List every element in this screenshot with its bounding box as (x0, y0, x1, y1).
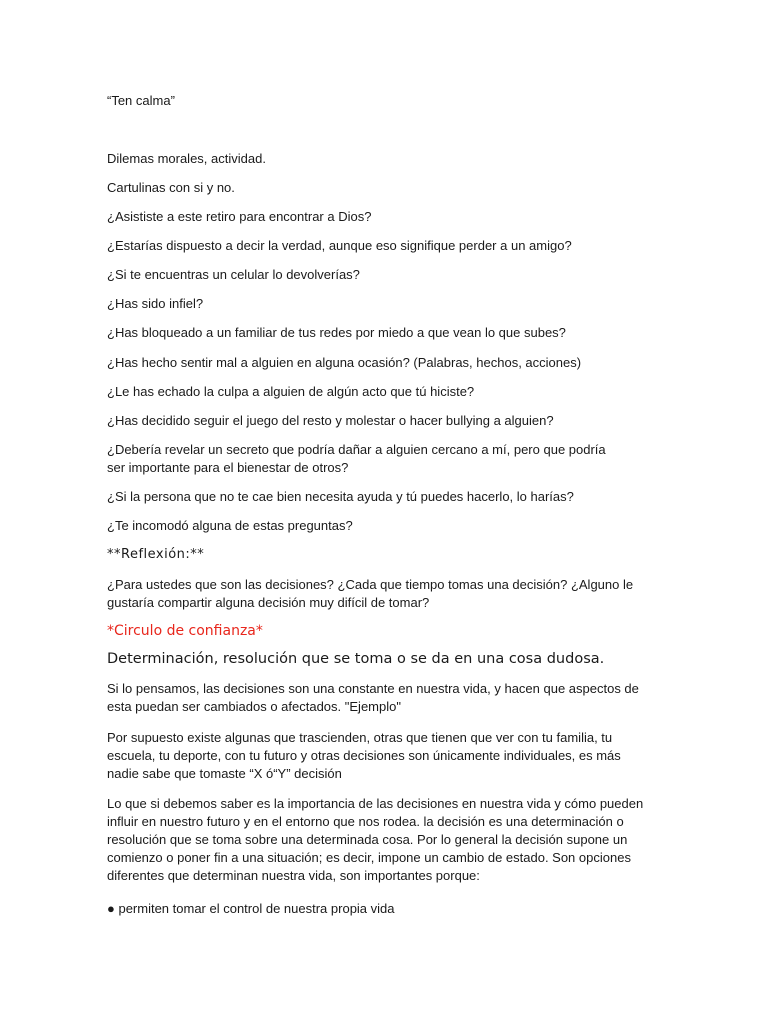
circulo-heading: *Circulo de confianza* (107, 623, 263, 639)
document-title: “Ten calma” (107, 93, 175, 108)
reflexion-heading: **Reflexión:** (107, 547, 205, 562)
paragraph-3: Lo que si debemos saber es la importancia de las decisiones en nuestra vida y cómo pueden influir en nuestro futuro y en el entorno que nos rodea. la decisión es una determinación o resolución que se toma sobre una determinada cosa. Por lo general la decisión supone un comienzo o poner fin a una situación; es decir, impone un cambio de estado. Son opciones diferentes que determinan nuestra vida, son importantes porque: (107, 796, 644, 883)
question-10: ¿Si la persona que no te cae bien necesita ayuda y tú puedes hacerlo, lo harías? (107, 489, 574, 504)
reflexion-questions: ¿Para ustedes que son las decisiones? ¿Cada que tiempo tomas una decisión? ¿Alguno le gustaría compartir alguna decisión muy difícil de tomar? (107, 577, 634, 610)
question-2: ¿Estarías dispuesto a decir la verdad, aunque eso signifique perder a un amigo? (107, 238, 572, 253)
question-11: ¿Te incomodó alguna de estas preguntas? (107, 518, 353, 533)
question-8: ¿Has decidido seguir el juego del resto y molestar o hacer bullying a alguien? (107, 413, 554, 428)
paragraph-2: Por supuesto existe algunas que trascienden, otras que tienen que ver con tu familia, tu escuela, tu deporte, con tu futuro y otras decisiones son únicamente individuales, es más nadie sabe que tomaste “X ó“Y” decisión (107, 730, 621, 781)
bullet-item: ● permiten tomar el control de nuestra propia vida (107, 901, 395, 916)
question-6: ¿Has hecho sentir mal a alguien en alguna ocasión? (Palabras, hechos, acciones) (107, 355, 582, 370)
question-9: ¿Debería revelar un secreto que podría dañar a alguien cercano a mí, pero que podría ser importante para el bienestar de otros? (107, 442, 606, 475)
materials-line: Cartulinas con si y no. (107, 180, 235, 195)
question-4: ¿Has sido infiel? (107, 296, 204, 311)
question-1: ¿Asististe a este retiro para encontrar a Dios? (107, 209, 372, 224)
paragraph-1: Si lo pensamos, las decisiones son una constante en nuestra vida, y hacen que aspectos de esta puedan ser cambiados o afectados. "Ejemplo" (107, 681, 639, 714)
question-3: ¿Si te encuentras un celular lo devolverías? (107, 267, 360, 282)
question-5: ¿Has bloqueado a un familiar de tus redes por miedo a que vean lo que subes? (107, 325, 566, 340)
definition-line: Determinación, resolución que se toma o se da en una cosa dudosa. (107, 651, 605, 667)
question-7: ¿Le has echado la culpa a alguien de algún acto que tú hiciste? (107, 384, 475, 399)
activity-line: Dilemas morales, actividad. (107, 151, 266, 166)
